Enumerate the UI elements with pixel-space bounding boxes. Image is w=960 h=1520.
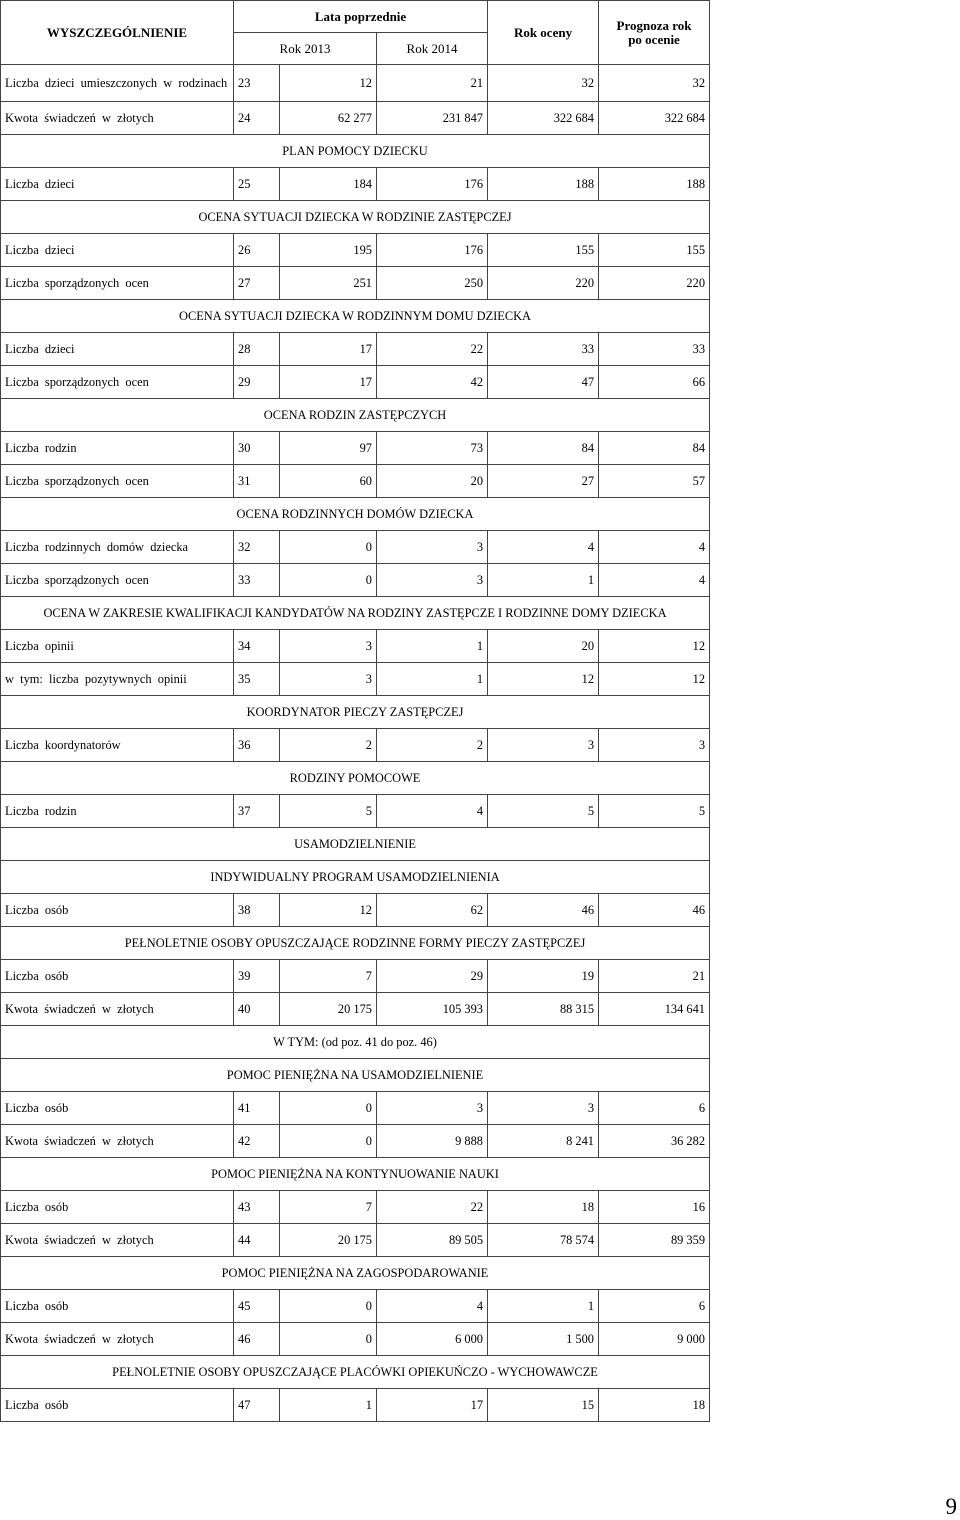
row-label: Liczba dzieci	[1, 168, 234, 201]
value-assessment-year: 1	[488, 564, 599, 597]
value-forecast: 66	[599, 366, 710, 399]
section-title: KOORDYNATOR PIECZY ZASTĘPCZEJ	[1, 696, 710, 729]
section-title: USAMODZIELNIENIE	[1, 828, 710, 861]
value-assessment-year: 4	[488, 531, 599, 564]
value-forecast: 188	[599, 168, 710, 201]
table-row	[1, 630, 710, 663]
section-row	[1, 201, 710, 234]
row-index: 25	[234, 168, 280, 201]
value-2013: 12	[280, 65, 377, 102]
table-row	[1, 168, 710, 201]
section-row	[1, 696, 710, 729]
table-row	[1, 234, 710, 267]
row-index: 39	[234, 960, 280, 993]
row-index: 24	[234, 102, 280, 135]
value-forecast: 6	[599, 1092, 710, 1125]
section-title: OCENA W ZAKRESIE KWALIFIKACJI KANDYDATÓW NA RODZINY ZASTĘPCZE I RODZINNE DOMY DZIECKA	[1, 597, 710, 630]
row-index: 35	[234, 663, 280, 696]
section-title: RODZINY POMOCOWE	[1, 762, 710, 795]
table-row	[1, 1389, 710, 1422]
table-row	[1, 333, 710, 366]
value-2014: 21	[377, 65, 488, 102]
value-assessment-year: 32	[488, 65, 599, 102]
header-assessment-year: Rok oceny	[488, 1, 599, 65]
row-label: w tym: liczba pozytywnych opinii	[1, 663, 234, 696]
value-2013: 3	[280, 663, 377, 696]
value-forecast: 4	[599, 531, 710, 564]
row-index: 46	[234, 1323, 280, 1356]
value-forecast: 89 359	[599, 1224, 710, 1257]
section-title: POMOC PIENIĘŻNA NA USAMODZIELNIENIE	[1, 1059, 710, 1092]
value-2014: 22	[377, 333, 488, 366]
value-assessment-year: 20	[488, 630, 599, 663]
value-2013: 5	[280, 795, 377, 828]
value-assessment-year: 78 574	[488, 1224, 599, 1257]
value-forecast: 5	[599, 795, 710, 828]
value-2014: 9 888	[377, 1125, 488, 1158]
value-2013: 1	[280, 1389, 377, 1422]
row-index: 43	[234, 1191, 280, 1224]
value-forecast: 220	[599, 267, 710, 300]
row-label: Liczba koordynatorów	[1, 729, 234, 762]
table-row	[1, 1224, 710, 1257]
section-title: INDYWIDUALNY PROGRAM USAMODZIELNIENIA	[1, 861, 710, 894]
value-2014: 89 505	[377, 1224, 488, 1257]
value-assessment-year: 33	[488, 333, 599, 366]
header-forecast	[599, 1, 710, 65]
value-forecast: 3	[599, 729, 710, 762]
row-label: Liczba opinii	[1, 630, 234, 663]
row-index: 33	[234, 564, 280, 597]
section-row	[1, 399, 710, 432]
row-index: 44	[234, 1224, 280, 1257]
row-label: Liczba sporządzonych ocen	[1, 366, 234, 399]
value-2013: 251	[280, 267, 377, 300]
page-number: 9	[945, 1494, 957, 1519]
value-assessment-year: 3	[488, 1092, 599, 1125]
table-row	[1, 564, 710, 597]
value-2013: 195	[280, 234, 377, 267]
table-row	[1, 1323, 710, 1356]
section-row	[1, 300, 710, 333]
value-forecast: 9 000	[599, 1323, 710, 1356]
section-title: POMOC PIENIĘŻNA NA ZAGOSPODAROWANIE	[1, 1257, 710, 1290]
table-row	[1, 65, 710, 102]
value-forecast: 12	[599, 630, 710, 663]
table-row	[1, 993, 710, 1026]
row-label: Kwota świadczeń w złotych	[1, 993, 234, 1026]
value-assessment-year: 220	[488, 267, 599, 300]
value-2013: 97	[280, 432, 377, 465]
row-index: 36	[234, 729, 280, 762]
value-forecast: 32	[599, 65, 710, 102]
section-title: OCENA SYTUACJI DZIECKA W RODZINNYM DOMU DZIECKA	[1, 300, 710, 333]
value-assessment-year: 88 315	[488, 993, 599, 1026]
value-assessment-year: 84	[488, 432, 599, 465]
section-row	[1, 1026, 710, 1059]
table-row	[1, 894, 710, 927]
value-forecast: 33	[599, 333, 710, 366]
value-2013: 0	[280, 531, 377, 564]
row-index: 41	[234, 1092, 280, 1125]
row-index: 47	[234, 1389, 280, 1422]
value-2014: 176	[377, 234, 488, 267]
value-2013: 20 175	[280, 993, 377, 1026]
value-2013: 7	[280, 1191, 377, 1224]
value-forecast: 16	[599, 1191, 710, 1224]
section-title: POMOC PIENIĘŻNA NA KONTYNUOWANIE NAUKI	[1, 1158, 710, 1191]
value-2014: 1	[377, 630, 488, 663]
value-2014: 1	[377, 663, 488, 696]
value-2014: 4	[377, 1290, 488, 1323]
row-label: Liczba osób	[1, 1191, 234, 1224]
section-row	[1, 1356, 710, 1389]
row-index: 26	[234, 234, 280, 267]
value-2014: 176	[377, 168, 488, 201]
value-forecast: 4	[599, 564, 710, 597]
value-2013: 0	[280, 1323, 377, 1356]
table-row	[1, 1290, 710, 1323]
section-title: OCENA SYTUACJI DZIECKA W RODZINIE ZASTĘPCZEJ	[1, 201, 710, 234]
value-2014: 105 393	[377, 993, 488, 1026]
row-label: Liczba rodzin	[1, 432, 234, 465]
section-row	[1, 762, 710, 795]
row-label: Liczba rodzinnych domów dziecka	[1, 531, 234, 564]
value-2014: 22	[377, 1191, 488, 1224]
row-label: Liczba osób	[1, 960, 234, 993]
value-2014: 231 847	[377, 102, 488, 135]
value-assessment-year: 19	[488, 960, 599, 993]
row-label: Liczba sporządzonych ocen	[1, 564, 234, 597]
value-assessment-year: 18	[488, 1191, 599, 1224]
section-title: OCENA RODZIN ZASTĘPCZYCH	[1, 399, 710, 432]
value-forecast: 21	[599, 960, 710, 993]
value-assessment-year: 27	[488, 465, 599, 498]
value-2014: 4	[377, 795, 488, 828]
header-year-2014: Rok 2014	[377, 33, 488, 65]
value-forecast: 134 641	[599, 993, 710, 1026]
row-index: 42	[234, 1125, 280, 1158]
table-row	[1, 663, 710, 696]
value-assessment-year: 3	[488, 729, 599, 762]
section-row	[1, 498, 710, 531]
section-title: PEŁNOLETNIE OSOBY OPUSZCZAJĄCE PLACÓWKI OPIEKUŃCZO - WYCHOWAWCZE	[1, 1356, 710, 1389]
value-2014: 6 000	[377, 1323, 488, 1356]
row-index: 23	[234, 65, 280, 102]
value-2013: 0	[280, 1092, 377, 1125]
row-index: 38	[234, 894, 280, 927]
header-forecast-line1: Prognoza rok	[616, 17, 692, 33]
section-row	[1, 828, 710, 861]
value-2013: 0	[280, 564, 377, 597]
row-label: Kwota świadczeń w złotych	[1, 1125, 234, 1158]
row-index: 37	[234, 795, 280, 828]
value-2013: 0	[280, 1290, 377, 1323]
value-2013: 20 175	[280, 1224, 377, 1257]
value-2013: 17	[280, 366, 377, 399]
value-2013: 184	[280, 168, 377, 201]
table-row	[1, 1191, 710, 1224]
value-2013: 0	[280, 1125, 377, 1158]
table-row	[1, 366, 710, 399]
row-label: Liczba osób	[1, 894, 234, 927]
row-index: 32	[234, 531, 280, 564]
row-index: 30	[234, 432, 280, 465]
section-title: PLAN POMOCY DZIECKU	[1, 135, 710, 168]
header-col-label: WYSZCZEGÓLNIENIE	[1, 1, 234, 65]
value-forecast: 12	[599, 663, 710, 696]
table-row	[1, 432, 710, 465]
row-index: 29	[234, 366, 280, 399]
row-label: Liczba osób	[1, 1389, 234, 1422]
value-2014: 250	[377, 267, 488, 300]
table-row	[1, 729, 710, 762]
section-row	[1, 1257, 710, 1290]
value-2014: 29	[377, 960, 488, 993]
value-assessment-year: 1 500	[488, 1323, 599, 1356]
section-title: W TYM: (od poz. 41 do poz. 46)	[1, 1026, 710, 1059]
row-label: Kwota świadczeń w złotych	[1, 1224, 234, 1257]
row-label: Liczba dzieci	[1, 234, 234, 267]
row-label: Liczba osób	[1, 1290, 234, 1323]
value-assessment-year: 155	[488, 234, 599, 267]
row-label: Liczba rodzin	[1, 795, 234, 828]
value-assessment-year: 8 241	[488, 1125, 599, 1158]
row-label: Liczba dzieci umieszczonych w rodzinach	[1, 65, 234, 102]
value-assessment-year: 322 684	[488, 102, 599, 135]
value-forecast: 6	[599, 1290, 710, 1323]
value-2014: 42	[377, 366, 488, 399]
row-index: 27	[234, 267, 280, 300]
section-title: PEŁNOLETNIE OSOBY OPUSZCZAJĄCE RODZINNE FORMY PIECZY ZASTĘPCZEJ	[1, 927, 710, 960]
table-row	[1, 102, 710, 135]
row-label: Liczba sporządzonych ocen	[1, 267, 234, 300]
value-assessment-year: 15	[488, 1389, 599, 1422]
header-forecast-line2: po ocenie	[628, 31, 680, 47]
value-forecast: 18	[599, 1389, 710, 1422]
section-row	[1, 1158, 710, 1191]
header-year-2013: Rok 2013	[234, 33, 377, 65]
value-assessment-year: 12	[488, 663, 599, 696]
value-2013: 2	[280, 729, 377, 762]
value-2013: 12	[280, 894, 377, 927]
table-row	[1, 960, 710, 993]
section-row	[1, 927, 710, 960]
value-assessment-year: 5	[488, 795, 599, 828]
value-forecast: 84	[599, 432, 710, 465]
value-forecast: 36 282	[599, 1125, 710, 1158]
value-2013: 17	[280, 333, 377, 366]
value-2014: 2	[377, 729, 488, 762]
value-forecast: 155	[599, 234, 710, 267]
table-row	[1, 1125, 710, 1158]
section-row	[1, 135, 710, 168]
table-row	[1, 465, 710, 498]
section-row	[1, 861, 710, 894]
value-2014: 17	[377, 1389, 488, 1422]
section-title: OCENA RODZINNYCH DOMÓW DZIECKA	[1, 498, 710, 531]
value-assessment-year: 188	[488, 168, 599, 201]
row-index: 28	[234, 333, 280, 366]
section-row	[1, 1059, 710, 1092]
value-2014: 3	[377, 564, 488, 597]
value-2014: 3	[377, 1092, 488, 1125]
value-2013: 60	[280, 465, 377, 498]
value-2014: 62	[377, 894, 488, 927]
value-forecast: 46	[599, 894, 710, 927]
header-prev-years: Lata poprzednie	[234, 1, 488, 33]
value-2013: 62 277	[280, 102, 377, 135]
value-forecast: 57	[599, 465, 710, 498]
value-2014: 20	[377, 465, 488, 498]
row-label: Kwota świadczeń w złotych	[1, 1323, 234, 1356]
value-2014: 73	[377, 432, 488, 465]
row-label: Liczba sporządzonych ocen	[1, 465, 234, 498]
row-label: Liczba osób	[1, 1092, 234, 1125]
value-forecast: 322 684	[599, 102, 710, 135]
row-index: 34	[234, 630, 280, 663]
value-assessment-year: 1	[488, 1290, 599, 1323]
table-row	[1, 267, 710, 300]
row-index: 40	[234, 993, 280, 1026]
value-2014: 3	[377, 531, 488, 564]
table-row	[1, 795, 710, 828]
value-2013: 3	[280, 630, 377, 663]
row-label: Liczba dzieci	[1, 333, 234, 366]
value-assessment-year: 46	[488, 894, 599, 927]
row-label: Kwota świadczeń w złotych	[1, 102, 234, 135]
table-row	[1, 1092, 710, 1125]
value-assessment-year: 47	[488, 366, 599, 399]
section-row	[1, 597, 710, 630]
value-2013: 7	[280, 960, 377, 993]
row-index: 31	[234, 465, 280, 498]
table-row	[1, 531, 710, 564]
row-index: 45	[234, 1290, 280, 1323]
